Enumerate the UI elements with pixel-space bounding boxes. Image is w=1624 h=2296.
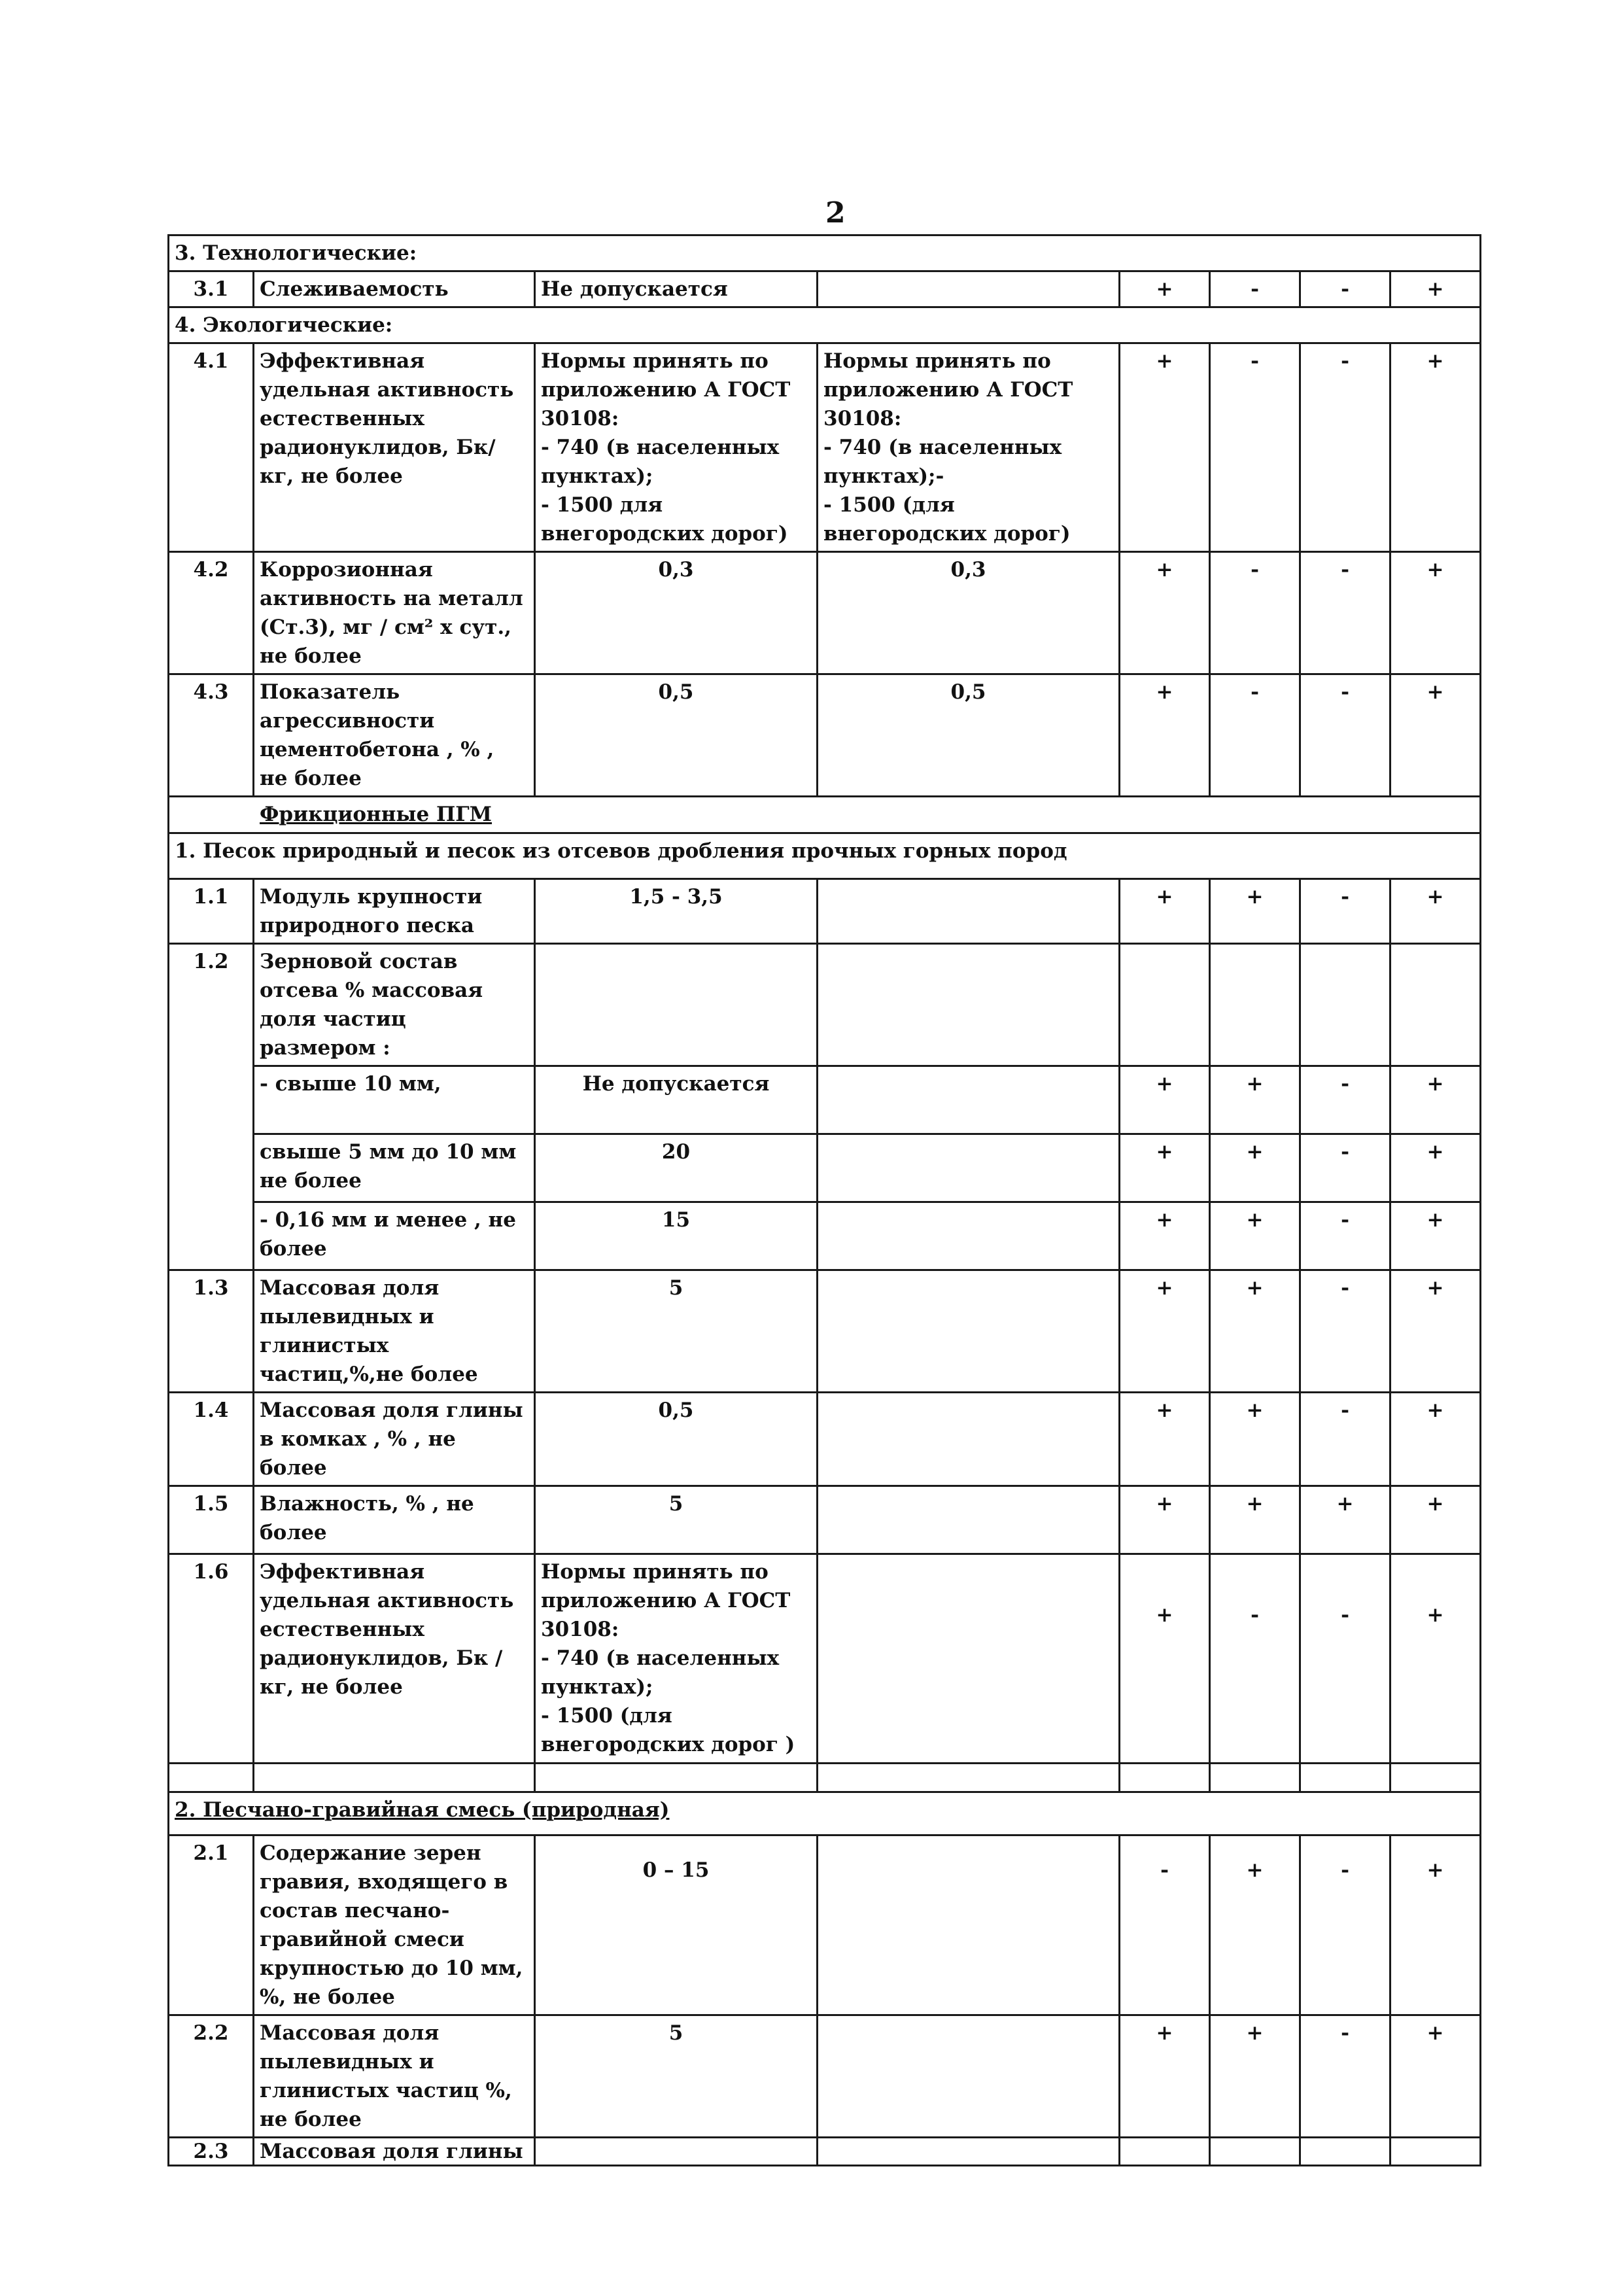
mark-cell: + [1210, 1835, 1300, 2015]
mark-cell: + [1120, 879, 1210, 944]
mark-cell: + [1391, 343, 1481, 552]
table-row [169, 2138, 1481, 2166]
row-value-1: 0,5 [535, 1393, 818, 1486]
table-row [169, 1554, 1481, 1764]
mark-cell: + [1210, 1486, 1300, 1554]
row-number: 2.3 [169, 2138, 254, 2166]
row-value-1: 15 [535, 1202, 818, 1270]
row-number: 1.4 [169, 1393, 254, 1486]
row-value-2 [818, 2138, 1120, 2166]
row-name: Массовая доля пылевидных и глинистых частиц,%,не более [254, 1270, 535, 1393]
row-value-1: Нормы принять по приложению А ГОСТ 30108: - 740 (в населенных пунктах); - 1500 (для внегородских дорог ) [535, 1554, 818, 1764]
row-value-1 [535, 2138, 818, 2166]
mark-cell [1300, 944, 1391, 1066]
row-value-2 [818, 879, 1120, 944]
row-number: 1.2 [169, 944, 254, 1270]
row-value-1: 0 – 15 [535, 1835, 818, 2015]
mark-cell: - [1210, 271, 1300, 307]
row-name: Модуль крупности природного песка [254, 879, 535, 944]
row-number: 4.2 [169, 552, 254, 674]
mark-cell [1210, 944, 1300, 1066]
mark-cell: + [1391, 1202, 1481, 1270]
row-value-1: 5 [535, 1486, 818, 1554]
row-value-1: Не допускается [535, 271, 818, 307]
row-value-2 [818, 1393, 1120, 1486]
mark-cell: + [1391, 674, 1481, 797]
row-name: Массовая доля глины [254, 2138, 535, 2166]
row-value-1: Нормы принять по приложению А ГОСТ 30108: - 740 (в населенных пунктах); - 1500 для внегородских дорог) [535, 343, 818, 552]
table-row [169, 1835, 1481, 2015]
mark-cell: - [1300, 674, 1391, 797]
section-header-row [169, 235, 1481, 271]
mark-cell: - [1300, 1835, 1391, 2015]
section-title-text: 2. Песчано-гравийная смесь (природная) [175, 1798, 670, 1822]
row-name: Коррозионная активность на металл (Ст.3), мг / см² х сут., не более [254, 552, 535, 674]
mark-cell: - [1300, 1066, 1391, 1134]
mark-cell: + [1391, 1554, 1481, 1764]
mark-cell: + [1210, 1134, 1300, 1202]
mark-cell: + [1120, 1066, 1210, 1134]
mark-cell: - [1300, 2015, 1391, 2138]
mark-cell: + [1120, 674, 1210, 797]
empty-cell [1300, 1764, 1391, 1792]
mark-cell [1391, 2138, 1481, 2166]
mark-cell: - [1300, 1202, 1391, 1270]
row-number: 1.6 [169, 1554, 254, 1764]
row-value-1: 5 [535, 1270, 818, 1393]
mark-cell: + [1210, 1393, 1300, 1486]
row-number: 1.3 [169, 1270, 254, 1393]
table-row [169, 1764, 1481, 1792]
mark-cell: + [1391, 1066, 1481, 1134]
mark-cell: + [1300, 1486, 1391, 1554]
mark-cell: - [1300, 1393, 1391, 1486]
empty-cell [1120, 1764, 1210, 1792]
section-title [169, 1792, 1481, 1835]
mark-cell: - [1210, 343, 1300, 552]
section-title: 3. Технологические: [169, 235, 1481, 271]
mark-cell: + [1210, 2015, 1300, 2138]
row-number: 4.3 [169, 674, 254, 797]
mark-cell: + [1120, 343, 1210, 552]
empty-cell [818, 1764, 1120, 1792]
row-value-1 [535, 944, 818, 1066]
mark-cell [1120, 2138, 1210, 2166]
empty-cell [1210, 1764, 1300, 1792]
row-name: Эффективная удельная активность естественных радионуклидов, Бк / кг, не более [254, 1554, 535, 1764]
page-number: 2 [825, 196, 846, 230]
mark-cell: - [1300, 552, 1391, 674]
row-name: Массовая доля глины в комках , % , не более [254, 1393, 535, 1486]
row-value-1: 1,5 - 3,5 [535, 879, 818, 944]
section-title: 4. Экологические: [169, 307, 1481, 343]
section-header-row [169, 1792, 1481, 1835]
table-row [169, 1270, 1481, 1393]
row-value-2 [818, 1202, 1120, 1270]
mark-cell [1300, 2138, 1391, 2166]
section-title: 1. Песок природный и песок из отсевов дробления прочных горных пород [169, 833, 1481, 879]
mark-cell [1391, 944, 1481, 1066]
table-row [169, 271, 1481, 307]
row-name: Содержание зерен гравия, входящего в состав песчано-гравийной смеси крупностью до 10 мм, %, не более [254, 1835, 535, 2015]
mark-cell: + [1120, 271, 1210, 307]
table-row [169, 674, 1481, 797]
mark-cell: - [1210, 1554, 1300, 1764]
table-row [169, 552, 1481, 674]
row-number: 3.1 [169, 271, 254, 307]
row-number: 4.1 [169, 343, 254, 552]
mark-cell: - [1300, 271, 1391, 307]
table-row [169, 879, 1481, 944]
row-value-1: 5 [535, 2015, 818, 2138]
row-name: свыше 5 мм до 10 мм не более [254, 1134, 535, 1202]
mark-cell [1210, 2138, 1300, 2166]
row-number: 1.1 [169, 879, 254, 944]
row-value-2 [818, 1270, 1120, 1393]
mark-cell: + [1120, 1202, 1210, 1270]
table-row [169, 1202, 1481, 1270]
table-row [169, 1134, 1481, 1202]
mark-cell: + [1391, 2015, 1481, 2138]
row-value-2 [818, 1134, 1120, 1202]
table-row [169, 944, 1481, 1066]
row-value-1: 0,5 [535, 674, 818, 797]
row-name: - 0,16 мм и менее , не более [254, 1202, 535, 1270]
table-row [169, 1486, 1481, 1554]
mark-cell: - [1300, 1554, 1391, 1764]
row-name: Показатель агрессивности цементобетона , % , не более [254, 674, 535, 797]
mark-cell: + [1391, 879, 1481, 944]
row-name: Влажность, % , не более [254, 1486, 535, 1554]
table-row [169, 2015, 1481, 2138]
mark-cell: + [1120, 1486, 1210, 1554]
mark-cell: + [1391, 1486, 1481, 1554]
row-number: 2.1 [169, 1835, 254, 2015]
mark-cell: - [1300, 879, 1391, 944]
row-value-1: Не допускается [535, 1066, 818, 1134]
mark-cell: + [1120, 552, 1210, 674]
row-name: - свыше 10 мм, [254, 1066, 535, 1134]
mark-cell: - [1300, 343, 1391, 552]
friction-title-text: Фрикционные ПГМ [260, 803, 492, 826]
mark-cell: - [1210, 552, 1300, 674]
row-value-2: 0,3 [818, 552, 1120, 674]
section-header-row [169, 307, 1481, 343]
row-value-2 [818, 1835, 1120, 2015]
mark-cell: + [1210, 1066, 1300, 1134]
mark-cell: + [1120, 1134, 1210, 1202]
mark-cell: + [1120, 1554, 1210, 1764]
row-value-2 [818, 271, 1120, 307]
table-row [169, 1066, 1481, 1134]
mark-cell [1120, 944, 1210, 1066]
empty-cell [1391, 1764, 1481, 1792]
row-name: Слеживаемость [254, 271, 535, 307]
mark-cell: - [1120, 1835, 1210, 2015]
mark-cell: + [1391, 1835, 1481, 2015]
empty-cell [254, 1764, 535, 1792]
friction-title [169, 797, 1481, 833]
row-number: 1.5 [169, 1486, 254, 1554]
row-value-2 [818, 1486, 1120, 1554]
row-name: Эффективная удельная активность естественных радионуклидов, Бк/кг, не более [254, 343, 535, 552]
mark-cell: + [1210, 879, 1300, 944]
mark-cell: + [1391, 552, 1481, 674]
table-row [169, 343, 1481, 552]
row-name: Массовая доля пылевидных и глинистых частиц %, не более [254, 2015, 535, 2138]
row-number: 2.2 [169, 2015, 254, 2138]
mark-cell: + [1120, 1270, 1210, 1393]
mark-cell: + [1391, 1270, 1481, 1393]
specification-table [167, 234, 1481, 2166]
mark-cell: - [1300, 1134, 1391, 1202]
empty-cell [535, 1764, 818, 1792]
mark-cell: + [1391, 271, 1481, 307]
section-header-row [169, 833, 1481, 879]
mark-cell: + [1391, 1134, 1481, 1202]
row-value-2 [818, 1066, 1120, 1134]
row-name: Зерновой состав отсева % массовая доля частиц размером : [254, 944, 535, 1066]
mark-cell: + [1120, 1393, 1210, 1486]
row-value-2 [818, 944, 1120, 1066]
table-row [169, 1393, 1481, 1486]
row-value-2: Нормы принять по приложению А ГОСТ 30108: - 740 (в населенных пунктах);- - 1500 (для внегородских дорог) [818, 343, 1120, 552]
mark-cell: - [1210, 674, 1300, 797]
mark-cell: + [1391, 1393, 1481, 1486]
section-header-row [169, 797, 1481, 833]
row-value-2: 0,5 [818, 674, 1120, 797]
mark-cell: + [1120, 2015, 1210, 2138]
row-value-2 [818, 2015, 1120, 2138]
mark-cell: - [1300, 1270, 1391, 1393]
mark-cell: + [1210, 1202, 1300, 1270]
empty-cell [169, 1764, 254, 1792]
row-value-2 [818, 1554, 1120, 1764]
mark-cell: + [1210, 1270, 1300, 1393]
row-value-1: 0,3 [535, 552, 818, 674]
row-value-1: 20 [535, 1134, 818, 1202]
